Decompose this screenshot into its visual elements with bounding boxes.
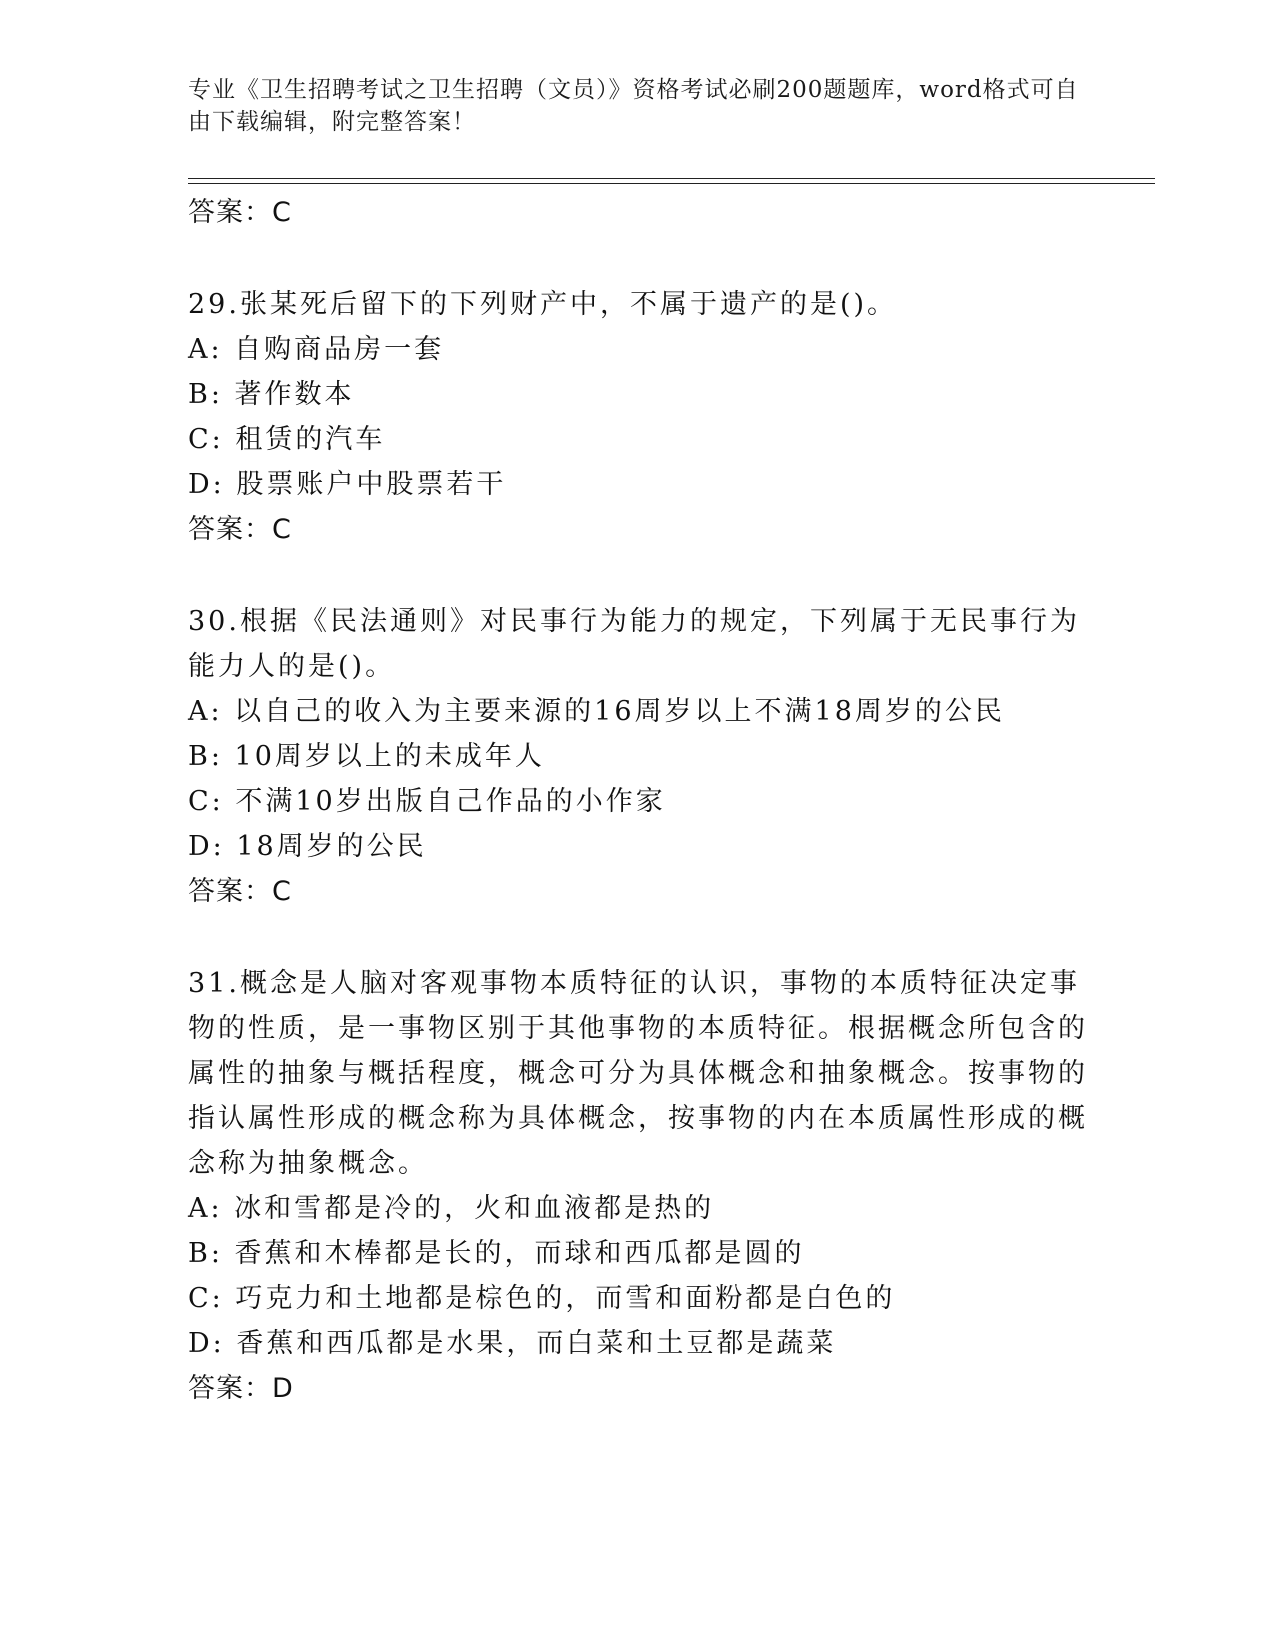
question-block <box>188 282 1088 552</box>
option-d: D: 18周岁的公民 <box>188 831 427 862</box>
option-b: B: 10周岁以上的未成年人 <box>188 741 545 772</box>
answer-line: 答案：C <box>188 514 292 545</box>
answer-line: 答案：C <box>188 197 292 228</box>
header-divider <box>188 178 1155 184</box>
question-text: 30.根据《民法通则》对民事行为能力的规定，下列属于无民事行为能力人的是()。 <box>188 606 1080 682</box>
question-block <box>188 599 1088 914</box>
option-d: D: 股票账户中股票若干 <box>188 469 507 500</box>
option-a: A: 以自己的收入为主要来源的16周岁以上不满18周岁的公民 <box>188 696 1005 727</box>
question-text: 29.张某死后留下的下列财产中，不属于遗产的是()。 <box>188 289 898 320</box>
option-c: C: 租赁的汽车 <box>188 424 386 455</box>
document-header: 专业《卫生招聘考试之卫生招聘（文员）》资格考试必刷200题题库，word格式可自由下载编辑，附完整答案！ <box>188 77 1079 135</box>
option-b: B: 著作数本 <box>188 379 355 410</box>
question-block <box>188 961 1088 1411</box>
answer-line: 答案：C <box>188 876 292 907</box>
option-d: D: 香蕉和西瓜都是水果，而白菜和土豆都是蔬菜 <box>188 1328 837 1359</box>
option-b: B: 香蕉和木棒都是长的，而球和西瓜都是圆的 <box>188 1238 805 1269</box>
option-c: C: 巧克力和土地都是棕色的，而雪和面粉都是白色的 <box>188 1283 896 1314</box>
option-a: A: 自购商品房一套 <box>188 334 445 365</box>
document-body <box>188 188 1088 1411</box>
question-text: 31.概念是人脑对客观事物本质特征的认识，事物的本质特征决定事物的性质，是一事物区别于其他事物的本质特征。根据概念所包含的属性的抽象与概括程度，概念可分为具体概念和抽象概念。按事物的指认属性形成的概念称为具体概念，按事物的内在本质属性形成的概念称为抽象概念。 <box>188 968 1088 1179</box>
option-a: A: 冰和雪都是冷的，火和血液都是热的 <box>188 1193 715 1224</box>
answer-line: 答案：D <box>188 1373 294 1404</box>
option-c: C: 不满10岁出版自己作品的小作家 <box>188 786 666 817</box>
